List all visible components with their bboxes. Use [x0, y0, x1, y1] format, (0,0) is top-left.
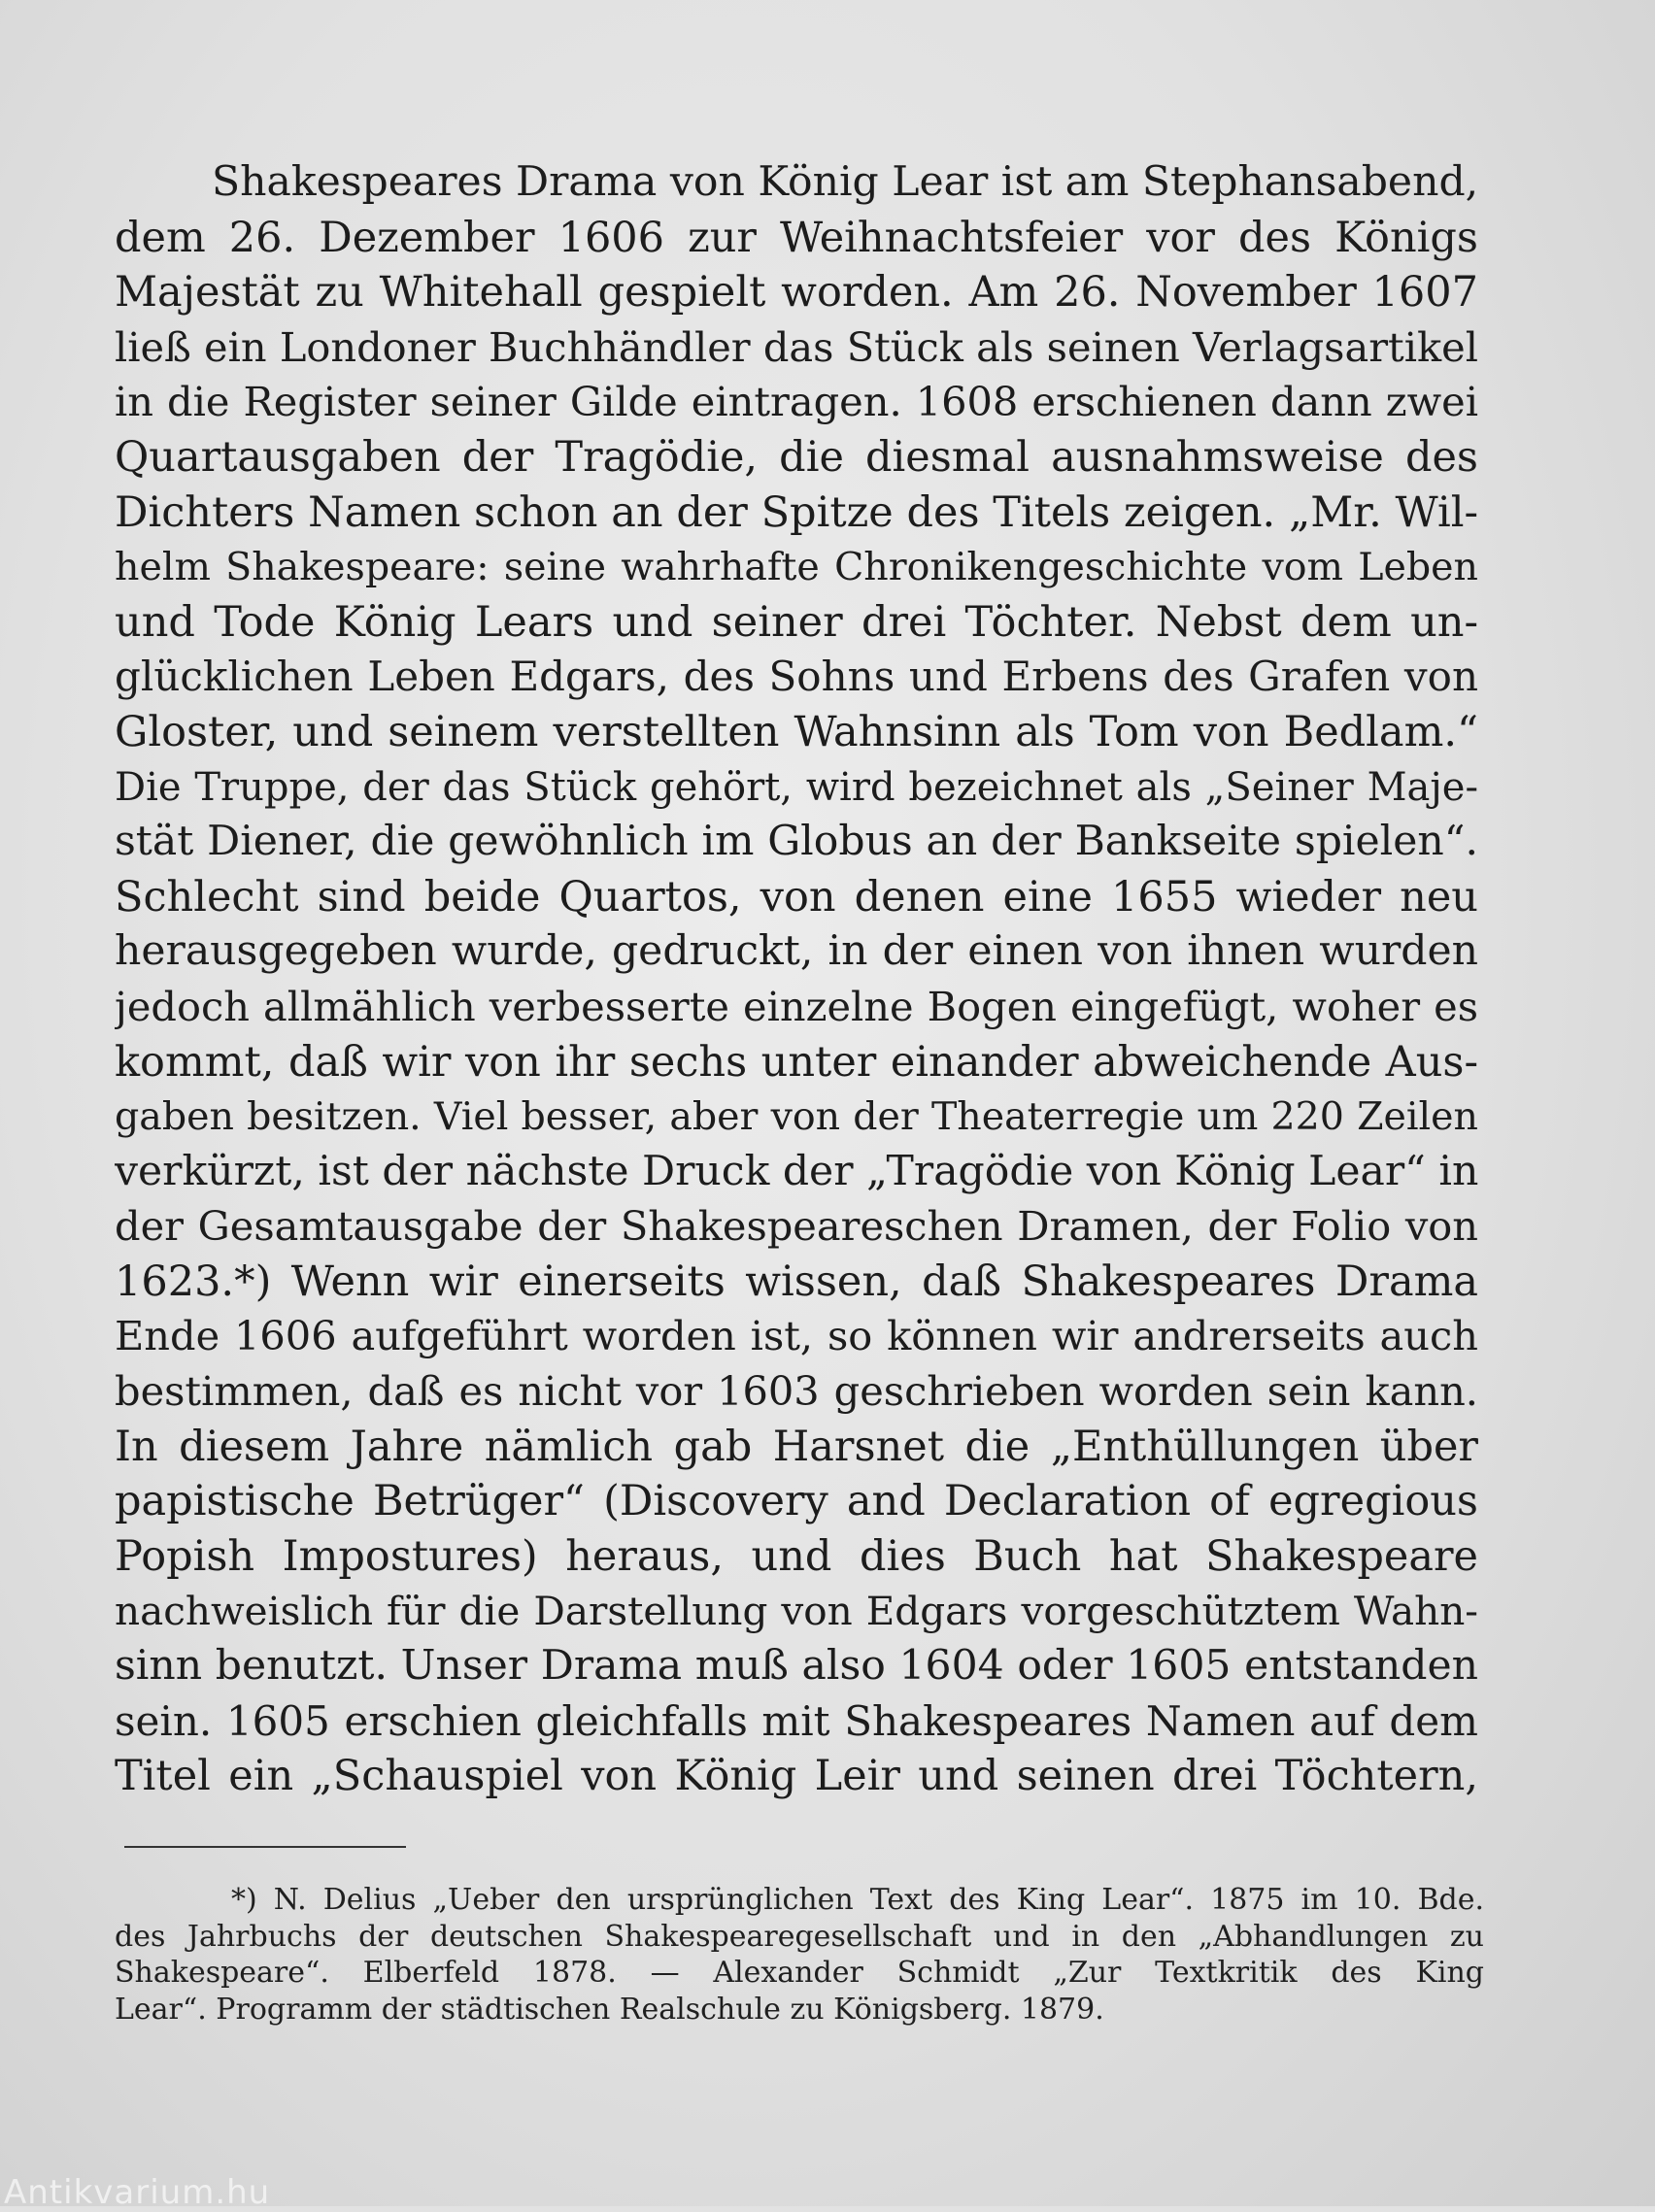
- footnote-line: des Jahrbuchs der deutschen Shakespearegesellschaft und in den „Abhandlungen zu: [115, 1919, 1484, 1954]
- text-line: Quartausgaben der Tragödie, die diesmal ausnahmsweise des: [115, 432, 1478, 482]
- text-line: Majestät zu Whitehall gespielt worden. Am 26. November 1607: [115, 268, 1478, 318]
- text-line: der Gesamtausgabe der Shakespeareschen Dramen, der Folio von: [115, 1202, 1478, 1251]
- text-line: kommt, daß wir von ihr sechs unter einander abweichende Aus-: [115, 1037, 1478, 1087]
- text-line: glücklichen Leben Edgars, des Sohns und Erbens des Grafen von: [115, 653, 1478, 701]
- text-line: papistische Betrüger“ (Discovery and Declaration of egregious: [115, 1477, 1478, 1526]
- text-line: dem 26. Dezember 1606 zur Weihnachtsfeier vor des Königs: [115, 213, 1478, 262]
- text-line: 1623.*) Wenn wir einerseits wissen, daß Shakespeares Drama: [115, 1257, 1478, 1306]
- footnote-line: *) N. Delius „Ueber den ursprünglichen Text des King Lear“. 1875 im 10. Bde.: [231, 1883, 1484, 1917]
- text-line: stät Diener, die gewöhnlich im Globus an der Bankseite spielen“.: [115, 818, 1478, 866]
- text-line: sein. 1605 erschien gleichfalls mit Shakespeares Namen auf dem: [115, 1696, 1478, 1745]
- text-line: gaben besitzen. Viel besser, aber von der Theaterregie um 220 Zeilen: [115, 1094, 1478, 1140]
- text-line: sinn benutzt. Unser Drama muß also 1604 oder 1605 entstanden: [115, 1642, 1478, 1691]
- text-line: Popish Impostures) heraus, und dies Buch hat Shakespeare: [115, 1531, 1478, 1581]
- text-line: herausgegeben wurde, gedruckt, in der einen von ihnen wurden: [115, 927, 1478, 976]
- text-line: Die Truppe, der das Stück gehört, wird bezeichnet als „Seiner Maje-: [115, 764, 1478, 810]
- body-paragraph: [115, 155, 1478, 1804]
- watermark: Antikvarium.hu: [4, 2173, 271, 2212]
- text-line: Ende 1606 aufgeführt worden ist, so können wir andrerseits auch: [115, 1312, 1478, 1360]
- footnote-line: Lear“. Programm der städtischen Realschule zu Königsberg. 1879.: [115, 1992, 1104, 2027]
- footnote-divider: [124, 1846, 406, 1848]
- text-line: helm Shakespeare: seine wahrhafte Chronikengeschichte vom Leben: [115, 545, 1478, 590]
- text-line: bestimmen, daß es nicht vor 1603 geschrieben worden sein kann.: [115, 1367, 1478, 1416]
- text-line: und Tode König Lears und seiner drei Töchter. Nebst dem un-: [115, 597, 1478, 647]
- text-line: Schlecht sind beide Quartos, von denen eine 1655 wieder neu: [115, 872, 1478, 922]
- text-line: Gloster, und seinem verstellten Wahnsinn als Tom von Bedlam.“: [115, 707, 1478, 756]
- footnote-line: Shakespeare“. Elberfeld 1878. — Alexander Schmidt „Zur Textkritik des King: [115, 1956, 1484, 1990]
- text-line: in die Register seiner Gilde eintragen. 1608 erschienen dann zwei: [115, 378, 1478, 426]
- text-line: In diesem Jahre nämlich gab Harsnet die „Enthüllungen über: [115, 1422, 1478, 1471]
- footnote: [115, 1882, 1484, 2028]
- text-line: jedoch allmählich verbesserte einzelne Bogen eingefügt, woher es: [115, 982, 1478, 1030]
- text-line: Dichters Namen schon an der Spitze des Titels zeigen. „Mr. Wil-: [115, 487, 1478, 537]
- text-line: Shakespeares Drama von König Lear ist am Stephansabend,: [212, 158, 1478, 206]
- text-line: ließ ein Londoner Buchhändler das Stück als seinen Verlagsartikel: [115, 322, 1478, 371]
- text-line: verkürzt, ist der nächste Druck der „Tragödie von König Lear“ in: [115, 1147, 1478, 1195]
- text-line: Titel ein „Schauspiel von König Leir und seinen drei Töchtern,: [115, 1752, 1478, 1801]
- text-line: nachweislich für die Darstellung von Edgars vorgeschütztem Wahn-: [115, 1588, 1478, 1635]
